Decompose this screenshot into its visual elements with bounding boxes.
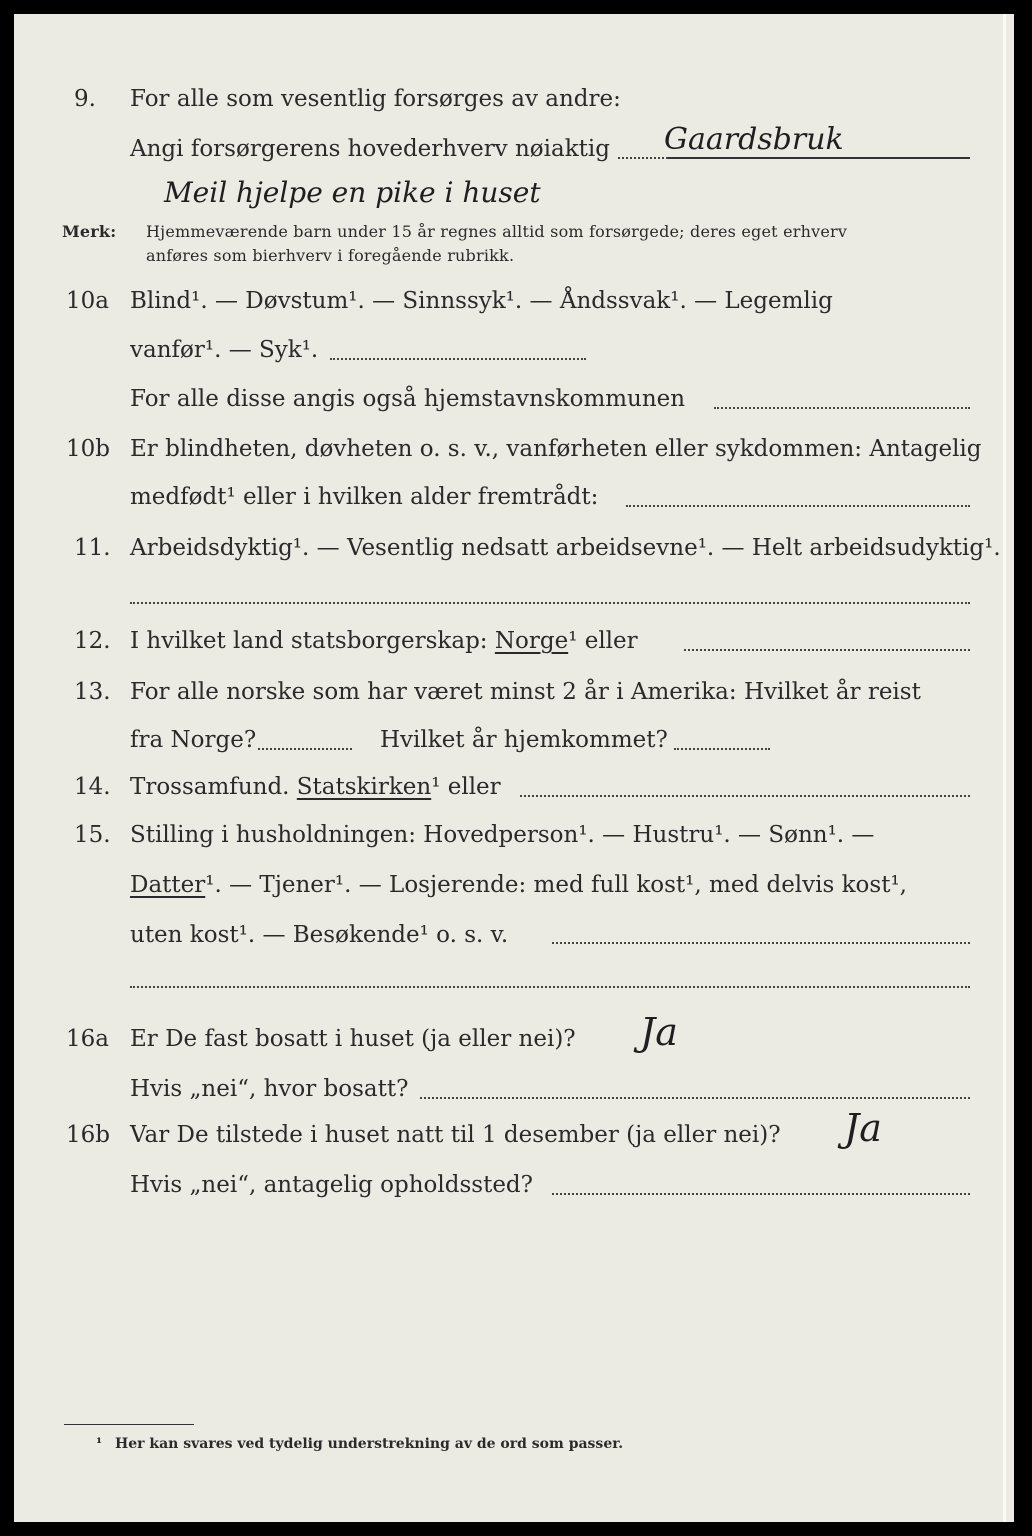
q14-line [130,774,501,800]
q9-answer1[interactable]: Gaardsbruk [664,122,844,157]
q10a-number: 10a [66,288,109,314]
q12-norge-underlined: Norge [494,628,569,654]
q16a-line2: Hvis „nei“, hvor bosatt? [130,1076,409,1102]
merk-line1: Hjemmeværende barn under 15 år regnes alltid som forsørgede; deres eget erhverv [146,222,848,241]
q15-datter-underlined: Datter [130,872,206,898]
q14-eller: ¹ eller [431,774,501,800]
q16b-line2: Hvis „nei“, antagelig opholdssted? [130,1172,533,1198]
q15-number: 15. [74,822,111,848]
q10a-line2: vanfør¹. — Syk¹. [130,337,319,363]
q15-line2 [130,872,907,898]
footnote [96,1436,623,1452]
q10a-dots2 [714,407,970,409]
q10a-line1: Blind¹. — Døvstum¹. — Sinnssyk¹. — Åndssvak¹. — Legemlig [130,288,833,314]
q10a-dots1 [330,358,586,360]
q13-line1: For alle norske som har været minst 2 år i Amerika: Hvilket år reist [130,679,921,705]
q12-question: I hvilket land statsborgerskap: [130,628,488,654]
q16b-line1: Var De tilstede i huset natt til 1 desember (ja eller nei)? [130,1122,781,1148]
footnote-mark: ¹ [96,1436,103,1452]
footnote-text: Her kan svares ved tydelig understrekning av de ord som passer. [115,1436,624,1452]
q16a-answer[interactable]: Ja [640,1010,678,1054]
q15-dots1 [552,942,970,944]
q14-label: Trossamfund. [130,774,290,800]
q12-number: 12. [74,628,111,654]
q10b-number: 10b [66,436,110,462]
q9-answer2[interactable]: Meil hjelpe en pike i huset [164,176,541,209]
q16b-number: 16b [66,1122,110,1148]
census-form-page [14,14,1014,1522]
q12-line [130,628,638,654]
q15-line3: uten kost¹. — Besøkende¹ o. s. v. [130,922,509,948]
q10b-line1: Er blindheten, døvheten o. s. v., vanførheten eller sykdommen: Antagelig [130,436,982,462]
q13-line2a: fra Norge? [130,727,257,753]
q16b-answer[interactable]: Ja [844,1106,882,1150]
q9-line1: For alle som vesentlig forsørges av andre: [130,86,621,112]
q11-dots [130,602,970,604]
q10b-dots [626,505,970,507]
q14-dots [520,795,970,797]
q9-answer-rule [668,157,970,159]
q16a-number: 16a [66,1026,109,1052]
q10a-line3: For alle disse angis også hjemstavnskommunen [130,386,686,412]
q12-dots [684,649,970,651]
q9-line2: Angi forsørgerens hovederhverv nøiaktig [130,136,610,162]
q16a-dots [420,1097,970,1099]
q13-number: 13. [74,679,111,705]
q14-statskirken-underlined: Statskirken [296,774,432,800]
q9-number: 9. [74,86,96,112]
q11-line1: Arbeidsdyktig¹. — Vesentlig nedsatt arbeidsevne¹. — Helt arbeidsudyktig¹. [130,535,1001,561]
q16b-dots [552,1193,970,1195]
q14-number: 14. [74,774,111,800]
page-edge [1003,14,1006,1522]
q15-line1: Stilling i husholdningen: Hovedperson¹. — Hustru¹. — Sønn¹. — [130,822,875,848]
q10b-line2: medfødt¹ eller i hvilken alder fremtrådt: [130,484,599,510]
q15-dots2 [130,986,970,988]
q15-line2-rest: ¹. — Tjener¹. — Losjerende: med full kost¹, med delvis kost¹, [205,872,907,898]
q12-eller: ¹ eller [568,628,638,654]
merk-label: Merk: [62,222,117,241]
q16a-line1: Er De fast bosatt i huset (ja eller nei)? [130,1026,576,1052]
q13-dots2 [674,748,770,750]
q11-number: 11. [74,535,111,561]
q13-dots1 [258,748,352,750]
footnote-rule [64,1424,194,1425]
merk-line2: anføres som bierhverv i foregående rubrikk. [146,246,515,265]
q9-dots [618,157,668,159]
q13-line2b: Hvilket år hjemkommet? [380,727,668,753]
